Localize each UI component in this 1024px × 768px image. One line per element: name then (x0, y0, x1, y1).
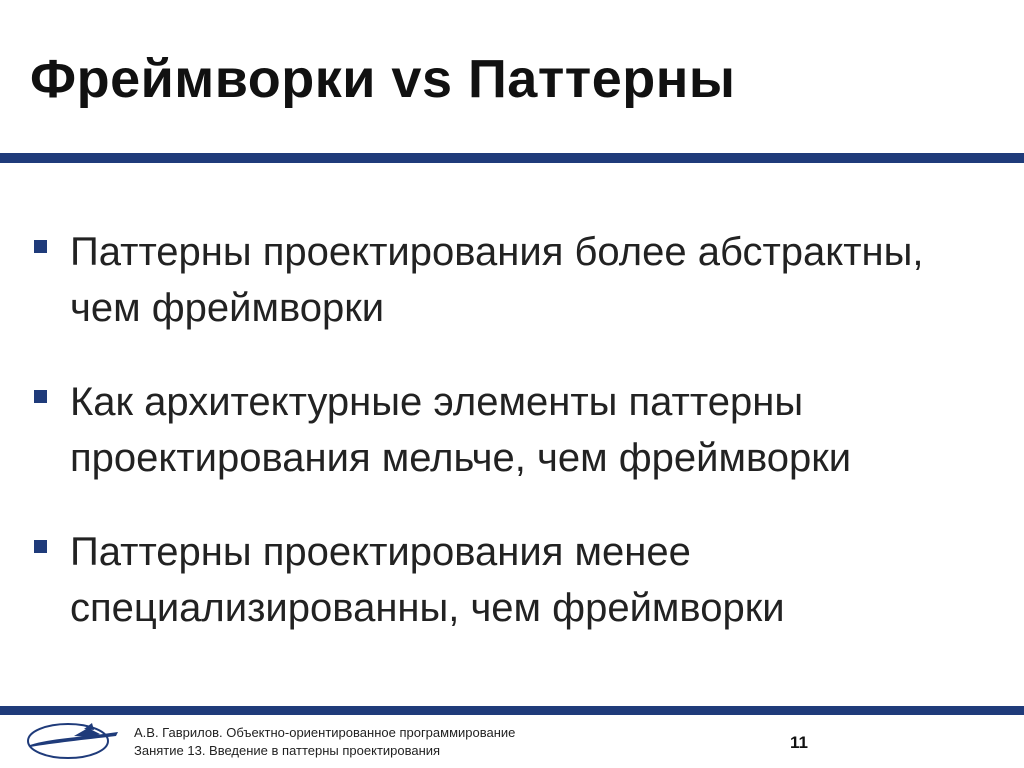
bullet-item (34, 524, 994, 636)
footer-text (134, 724, 515, 760)
bullet-list (34, 224, 994, 674)
university-logo-icon (22, 716, 122, 762)
title-divider (0, 153, 1024, 163)
bullet-text: Паттерны проектирования более абстрактны, чем фреймворки (70, 230, 924, 330)
footer-author-course: А.В. Гаврилов. Объектно-ориентированное программирование (134, 725, 516, 740)
bullet-item (34, 374, 994, 486)
bullet-text: Паттерны проектирования менее специализированны, чем фреймворки (70, 530, 785, 630)
square-bullet-icon (34, 390, 47, 403)
bullet-text: Как архитектурные элементы паттерны проектирования мельче, чем фреймворки (70, 380, 852, 480)
slide-title: Фреймворки vs Паттерны (30, 49, 736, 109)
page-number: 11 (790, 733, 808, 752)
square-bullet-icon (34, 540, 47, 553)
footer-lesson: Занятие 13. Введение в паттерны проектирования (134, 743, 441, 758)
footer-divider (0, 706, 1024, 715)
square-bullet-icon (34, 240, 47, 253)
bullet-item (34, 224, 994, 336)
